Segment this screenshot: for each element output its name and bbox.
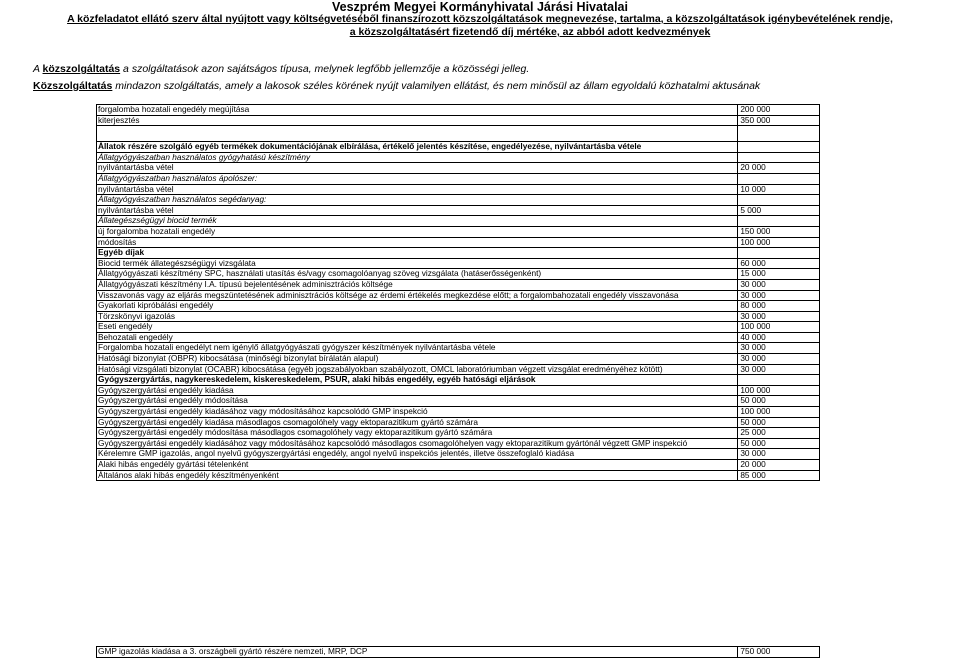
fee-description: Biocid termék állategészségügyi vizsgálata (97, 258, 738, 269)
table-row (97, 279, 820, 290)
fee-amount: 30 000 (738, 311, 820, 322)
table-row (97, 396, 820, 407)
fee-description: Gyógyszergyártási engedély kiadásához vagy módosításához kapcsolódó másodlagos csomagolóhelyen vagy ektoparazitikum gyártónál végzett GMP inspekció (97, 438, 738, 449)
fee-description: Alaki hibás engedély gyártási tételenként (97, 460, 738, 471)
fee-amount (738, 195, 820, 206)
fee-amount: 20 000 (738, 460, 820, 471)
fee-table-last-row (96, 646, 820, 658)
table-row (97, 152, 820, 163)
fee-amount: 60 000 (738, 258, 820, 269)
fee-description: Gyakorlati kipróbálási engedély (97, 301, 738, 312)
document-heading (0, 13, 960, 39)
table-row (97, 184, 820, 195)
table-row (97, 364, 820, 375)
table-row (97, 142, 820, 153)
fee-description: kiterjesztés (97, 115, 738, 126)
definition-1-prefix: A (33, 63, 43, 75)
table-row (97, 237, 820, 248)
definition-1-text: a szolgáltatások azon sajátságos típusa, melynek legfőbb jellemzője a közösségi jelleg. (120, 63, 530, 75)
fee-amount: 100 000 (738, 407, 820, 418)
fee-amount: 30 000 (738, 354, 820, 365)
fee-amount: 5 000 (738, 205, 820, 216)
table-row (97, 375, 820, 386)
table-row (97, 269, 820, 280)
fee-amount: 30 000 (738, 279, 820, 290)
table-row (97, 417, 820, 428)
table-row (97, 258, 820, 269)
fee-amount: 50 000 (738, 417, 820, 428)
table-row (97, 449, 820, 460)
fee-amount: 100 000 (738, 385, 820, 396)
fee-description: Gyógyszergyártási engedély módosítása másodlagos csomagolóhely vagy ektoparazitikum gyártó számára (97, 428, 738, 439)
table-row (97, 290, 820, 301)
fee-description: Hatósági bizonylat (OBPR) kibocsátása (minőségi bizonylat bírálatán alapul) (97, 354, 738, 365)
table-row (97, 248, 820, 259)
definition-2 (33, 80, 760, 92)
heading-line-1: A közfeladatot ellátó szerv által nyújtott vagy költségvetéséből finanszírozott közszolgáltatások megnevezése, tartalma, a közszolgáltatások igénybevételének rendje, (67, 13, 893, 25)
table-row (97, 470, 820, 481)
fee-description: Állatgyógyászati készítmény I.A. típusú bejelentésének adminisztrációs költsége (97, 279, 738, 290)
table-row (97, 105, 820, 116)
table-row (97, 385, 820, 396)
fee-amount (738, 248, 820, 259)
fee-description: nyilvántartásba vétel (97, 205, 738, 216)
fee-description: nyilvántartásba vétel (97, 184, 738, 195)
table-row (97, 301, 820, 312)
fee-amount: 85 000 (738, 470, 820, 481)
fee-amount: 750 000 (738, 647, 820, 658)
fee-description: nyilvántartásba vétel (97, 163, 738, 174)
organization-title: Veszprém Megyei Kormányhivatal Járási Hivatalai (332, 0, 628, 14)
definition-2-text: mindazon szolgáltatás, amely a lakosok széles körének nyújt valamilyen ellátást, és nem minősül az állam egyoldalú közhatalmi aktusának (112, 80, 761, 92)
definition-1-term: közszolgáltatás (42, 63, 121, 75)
table-row (97, 332, 820, 343)
table-row (97, 226, 820, 237)
fee-amount (738, 375, 820, 386)
fee-amount: 30 000 (738, 290, 820, 301)
fee-amount: 15 000 (738, 269, 820, 280)
table-row (97, 647, 820, 658)
table-row (97, 115, 820, 126)
fee-amount: 25 000 (738, 428, 820, 439)
fee-description: Gyógyszergyártási engedély módosítása (97, 396, 738, 407)
fee-description: Egyéb díjak (97, 248, 738, 259)
fee-amount: 30 000 (738, 449, 820, 460)
fee-amount: 100 000 (738, 322, 820, 333)
table-row (97, 343, 820, 354)
table-row (97, 322, 820, 333)
fee-description: Kérelemre GMP igazolás, angol nyelvű gyógyszergyártási engedély, angol nyelvű inspekciós jelentés, illetve összefoglaló kiadása (97, 449, 738, 460)
fee-amount: 10 000 (738, 184, 820, 195)
fee-amount: 50 000 (738, 396, 820, 407)
fee-description: Behozatali engedély (97, 332, 738, 343)
fee-description: Állatgyógyászatban használatos gyógyhatású készítmény (97, 152, 738, 163)
fee-description: Állatok részére szolgáló egyéb termékek dokumentációjának elbírálása, értékelő jelentés készítése, engedélyezése, nyilvántartásba vétele (97, 142, 738, 153)
table-row (97, 311, 820, 322)
fee-amount: 40 000 (738, 332, 820, 343)
fee-description: Gyógyszergyártási engedély kiadása (97, 385, 738, 396)
fee-amount: 350 000 (738, 115, 820, 126)
fee-amount: 30 000 (738, 343, 820, 354)
table-row (97, 438, 820, 449)
heading-line-2: a közszolgáltatásért fizetendő díj mértéke, az abból adott kedvezmények (349, 26, 711, 38)
table-row (97, 205, 820, 216)
fee-description: Állatgyógyászati készítmény SPC, használati utasítás és/vagy csomagolóanyag szöveg vizsgálata (hatáserősségenként) (97, 269, 738, 280)
table-row (97, 126, 820, 142)
fee-description: új forgalomba hozatali engedély (97, 226, 738, 237)
fee-description: Állatgyógyászatban használatos ápolószer: (97, 173, 738, 184)
fee-description: Hatósági vizsgálati bizonylat (OCABR) kibocsátása (egyéb jogszabályokban szabályozott, OMCL laboratóriumban végzett vizsgálat eredményéhez kötött) (97, 364, 738, 375)
fee-description: Állategészségügyi biocid termék (97, 216, 738, 227)
fee-description: Eseti engedély (97, 322, 738, 333)
fee-description: Visszavonás vagy az eljárás megszüntetésének adminisztrációs költsége az érdemi értékelés megkezdése előtt; a forgalombahozatali engedély visszavonása (97, 290, 738, 301)
fee-amount: 30 000 (738, 364, 820, 375)
definition-2-term: Közszolgáltatás (33, 80, 113, 92)
fee-amount: 200 000 (738, 105, 820, 116)
table-row (97, 460, 820, 471)
fee-amount (738, 173, 820, 184)
fee-amount: 100 000 (738, 237, 820, 248)
table-row (97, 354, 820, 365)
fee-description: Forgalomba hozatali engedélyt nem igénylő állatgyógyászati gyógyszer készítmények nyilvántartásba vétele (97, 343, 738, 354)
fee-description: forgalomba hozatali engedély megújítása (97, 105, 738, 116)
fee-amount (738, 126, 820, 142)
fee-amount: 20 000 (738, 163, 820, 174)
fee-description: Általános alaki hibás engedély készítményenként (97, 470, 738, 481)
table-row (97, 173, 820, 184)
fee-description (97, 126, 738, 142)
fee-amount: 150 000 (738, 226, 820, 237)
fee-description: Gyógyszergyártási engedély kiadása másodlagos csomagolóhely vagy ektoparazitikum gyártó számára (97, 417, 738, 428)
definition-1 (33, 63, 529, 75)
fee-amount (738, 142, 820, 153)
table-row (97, 163, 820, 174)
fee-amount: 80 000 (738, 301, 820, 312)
fee-description: Állatgyógyászatban használatos segédanyag: (97, 195, 738, 206)
fee-description: módosítás (97, 237, 738, 248)
fee-description: GMP igazolás kiadása a 3. országbeli gyártó részére nemzeti, MRP, DCP (97, 647, 738, 658)
fee-description: Gyógyszergyártás, nagykereskedelem, kiskereskedelem, PSUR, alaki hibás engedély, egyéb hatósági eljárások (97, 375, 738, 386)
fee-table (96, 104, 820, 481)
fee-amount: 50 000 (738, 438, 820, 449)
fee-description: Törzskönyvi igazolás (97, 311, 738, 322)
fee-amount (738, 216, 820, 227)
table-row (97, 407, 820, 418)
fee-amount (738, 152, 820, 163)
table-row (97, 195, 820, 206)
table-row (97, 216, 820, 227)
table-row (97, 428, 820, 439)
fee-description: Gyógyszergyártási engedély kiadásához vagy módosításához kapcsolódó GMP inspekció (97, 407, 738, 418)
